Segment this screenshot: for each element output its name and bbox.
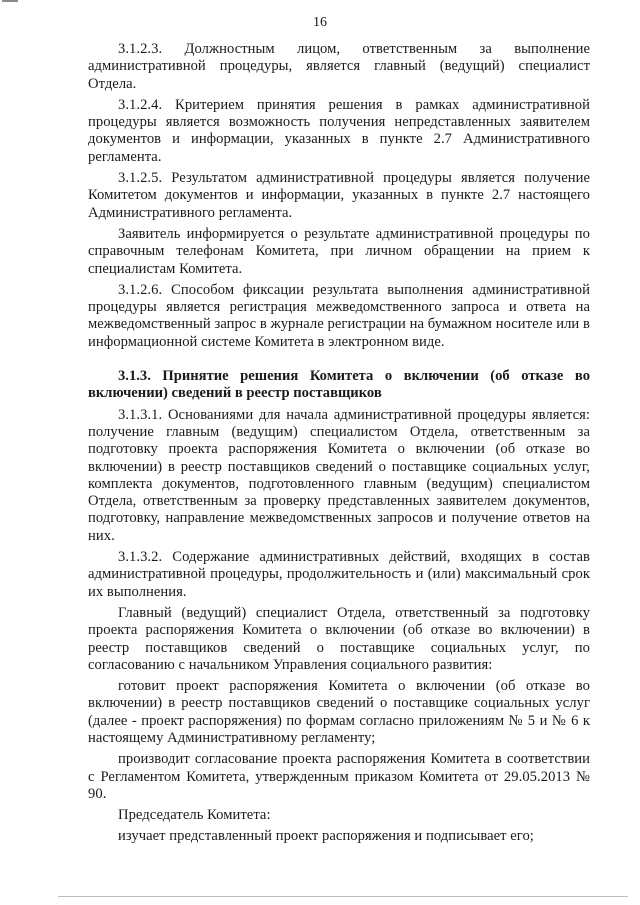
section-heading: 3.1.3. Принятие решения Комитета о включении (об отказе во включении) сведений в реестр поставщиков [88,368,590,402]
paragraph: Главный (ведущий) специалист Отдела, ответственный за подготовку проекта распоряжения Комитета о включении (об отказе во включении) в реестр поставщиков сведений о поставщике социальных услуг, по согласованию с начальником Управления социального развития: [88,604,590,673]
paragraph: изучает представленный проект распоряжения и подписывает его; [118,828,534,845]
scan-corner-mark [2,0,18,2]
paragraph: готовит проект распоряжения Комитета о включении (об отказе во включении) в реестр поставщиков сведений о поставщике социальных услуг (далее - проект распоряжения) по формам согласно приложениям № 5 и № 6 к настоящему Административному регламенту; [88,678,590,746]
paragraph: 3.1.3.1. Основаниями для начала административной процедуры является: получение главным (ведущим) специалистом Отдела, ответственным за подготовку проекта распоряжения Комитета о включении (об отказе во включении) в реестр поставщиков сведений о поставщике социальных услуг, комплекта документов, подготовленного главным (ведущим) специалистом Отдела, ответственным за проверку представленных заявителем документов, подготовку, направление межведомственных запросов и получение ответов на них. [88,406,590,544]
page-content [88,41,590,846]
paragraph: 3.1.2.3. Должностным лицом, ответственным за выполнение административной процедуры, является главный (ведущий) специалист Отдела. [88,41,590,92]
page-number: 16 [313,15,327,30]
page-bottom-edge [58,896,628,897]
paragraph: 3.1.2.5. Результатом административной процедуры является получение Комитетом документов и информации, указанных в пункте 2.7 настоящего Административного регламента. [88,170,590,221]
paragraph: Председатель Комитета: [118,807,271,824]
paragraph: 3.1.2.6. Способом фиксации результата выполнения административной процедуры является регистрация межведомственного запроса и ответа на межведомственный запрос в журнале регистрации на бумажном носителе или в информационной системе Комитета в электронном виде. [88,281,590,350]
paragraph: 3.1.3.2. Содержание административных действий, входящих в состав административной процедуры, продолжительность и (или) максимальный срок их выполнения. [88,549,590,600]
paragraph: производит согласование проекта распоряжения Комитета в соответствии с Регламентом Комитета, утвержденным приказом Комитета от 29.05.2013 № 90. [88,751,590,802]
paragraph: Заявитель информируется о результате административной процедуры по справочным телефонам Комитета, при личном обращении на прием к специалистам Комитета. [88,225,590,277]
paragraph: 3.1.2.4. Критерием принятия решения в рамках административной процедуры является возможность получения непредставленных заявителем документов и информации, указанных в пункте 2.7 Административного регламента. [88,96,590,165]
